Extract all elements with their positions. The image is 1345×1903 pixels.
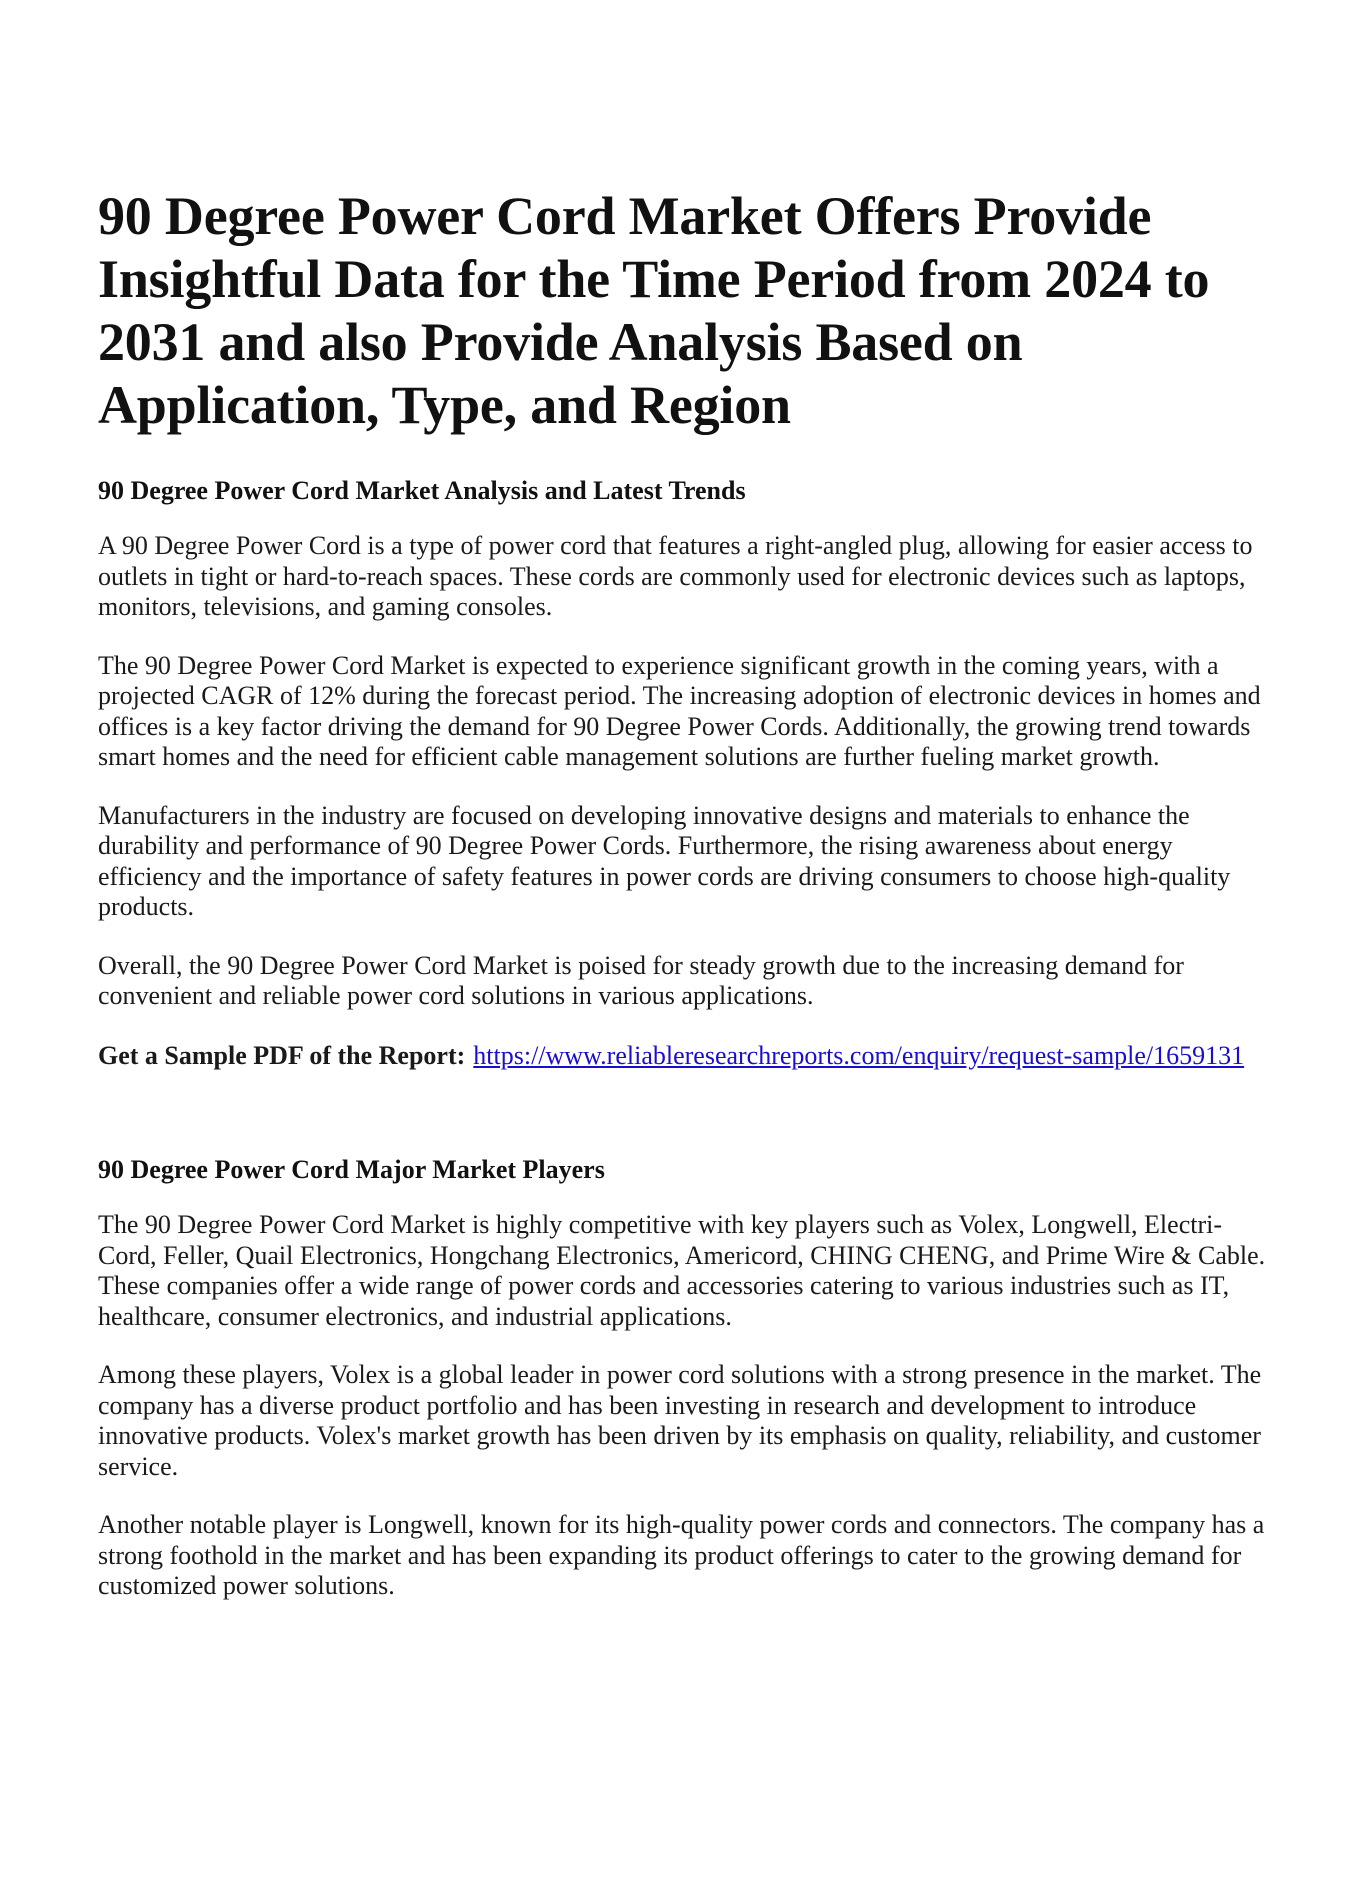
page-title: 90 Degree Power Cord Market Offers Provide Insightful Data for the Time Period from 2024 to 2031 and also Provide Analysis Based on Application, Type, and Region bbox=[98, 186, 1210, 435]
paragraph-manufacturers: Manufacturers in the industry are focused on developing innovative designs and materials to enhance the durability and performance of 90 Degree Power Cords. Furthermore, the rising awareness about energy efficiency and the importance of safety features in power cords are driving consumers to choose high-quality products. bbox=[98, 800, 1231, 921]
paragraph-overall: Overall, the 90 Degree Power Cord Market is poised for steady growth due to the increasing demand for convenient and reliable power cord solutions in various applications. bbox=[98, 950, 1184, 1010]
paragraph-growth: The 90 Degree Power Cord Market is expected to experience significant growth in the coming years, with a projected CAGR of 12% during the forecast period. The increasing adoption of electronic devices in homes and offices is a key factor driving the demand for 90 Degree Power Cords. Additionally, the growing trend towards smart homes and the need for efficient cable management solutions are further fueling market growth. bbox=[98, 650, 1261, 771]
paragraph-longwell: Another notable player is Longwell, known for its high-quality power cords and connectors. The company has a strong foothold in the market and has been expanding its product offerings to cater to the growing demand for customized power solutions. bbox=[98, 1510, 1265, 1600]
sample-label: Get a Sample PDF of the Report: bbox=[98, 1040, 466, 1070]
sample-pdf-link[interactable]: https://www.reliableresearchreports.com/enquiry/request-sample/1659131 bbox=[473, 1040, 1245, 1070]
section-heading-players: 90 Degree Power Cord Major Market Players bbox=[98, 1155, 605, 1184]
section-heading-analysis: 90 Degree Power Cord Market Analysis and Latest Trends bbox=[98, 476, 746, 505]
paragraph-volex: Among these players, Volex is a global leader in power cord solutions with a strong presence in the market. The company has a diverse product portfolio and has been investing in research and development to introduce innovative products. Volex's market growth has been driven by its emphasis on quality, reliability, and customer service. bbox=[98, 1360, 1262, 1481]
paragraph-definition: A 90 Degree Power Cord is a type of power cord that features a right-angled plug, allowing for easier access to outlets in tight or hard-to-reach spaces. These cords are commonly used for electronic devices such as laptops, monitors, televisions, and gaming consoles. bbox=[98, 531, 1253, 621]
document-page bbox=[98, 185, 1273, 1602]
sample-request-line bbox=[98, 1041, 1273, 1072]
paragraph-key-players: The 90 Degree Power Cord Market is highly competitive with key players such as Volex, Longwell, Electri-Cord, Feller, Quail Electronics, Hongchang Electronics, Americord, CHING CHENG, and Prime Wire & Cable. These companies offer a wide range of power cords and accessories catering to various industries such as IT, healthcare, consumer electronics, and industrial applications. bbox=[98, 1210, 1266, 1331]
